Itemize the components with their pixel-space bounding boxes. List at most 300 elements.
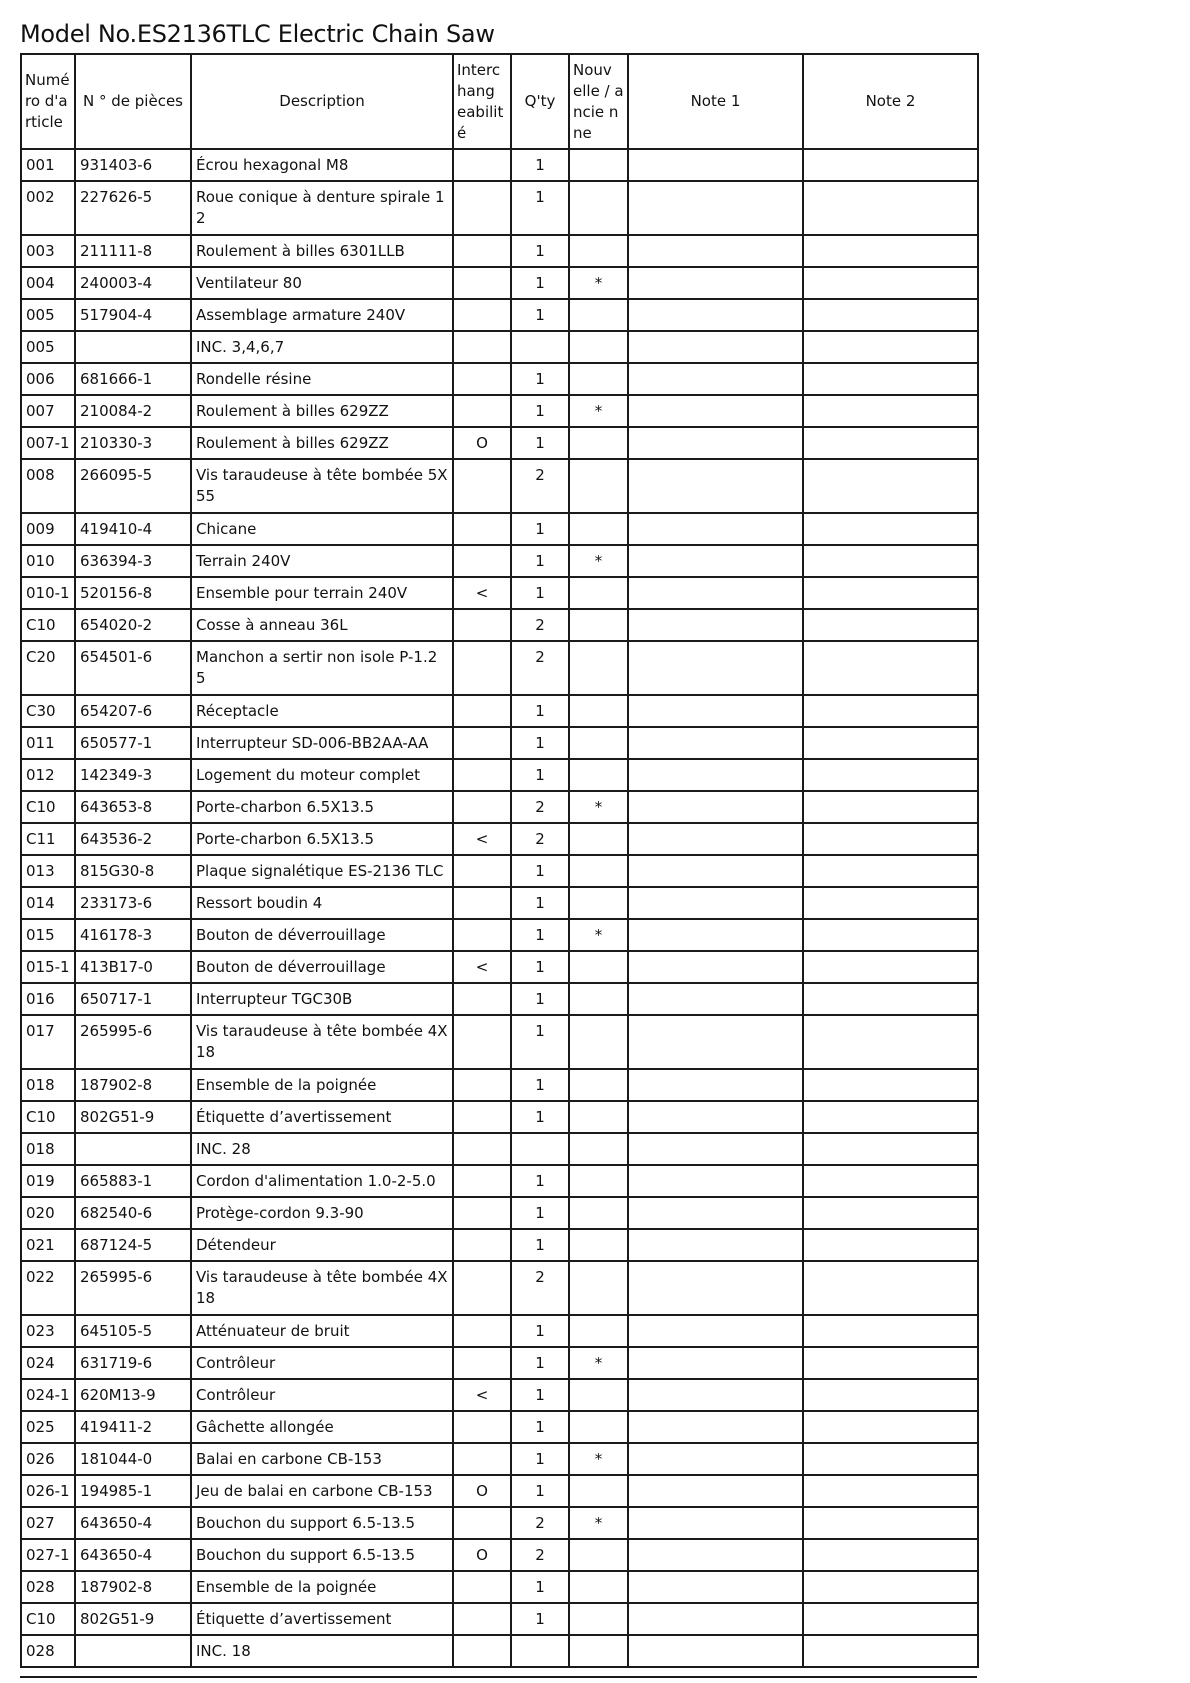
cell-new-old: * [569, 791, 628, 823]
table-row [21, 545, 978, 577]
cell-part-number: 187902-8 [75, 1069, 191, 1101]
cell-note-1 [628, 1571, 803, 1603]
cell-interchangeability [453, 1261, 511, 1315]
cell-note-2 [803, 331, 978, 363]
cell-part-number: 631719-6 [75, 1347, 191, 1379]
cell-item-number: 006 [21, 363, 75, 395]
cell-note-2 [803, 759, 978, 791]
cell-item-number: 028 [21, 1571, 75, 1603]
cell-quantity: 1 [511, 919, 569, 951]
cell-quantity: 2 [511, 791, 569, 823]
cell-interchangeability [453, 1015, 511, 1069]
col-header-new-old: Nouv elle / ancie nne [569, 54, 628, 149]
cell-note-1 [628, 577, 803, 609]
cell-quantity: 1 [511, 513, 569, 545]
cell-part-number: 650577-1 [75, 727, 191, 759]
cell-interchangeability [453, 235, 511, 267]
cell-interchangeability [453, 1571, 511, 1603]
cell-new-old: * [569, 1443, 628, 1475]
cell-quantity: 2 [511, 459, 569, 513]
table-row [21, 513, 978, 545]
cell-interchangeability: O [453, 1539, 511, 1571]
cell-note-1 [628, 299, 803, 331]
cell-note-1 [628, 1411, 803, 1443]
cell-description: INC. 28 [191, 1133, 453, 1165]
cell-quantity: 1 [511, 267, 569, 299]
table-row [21, 1197, 978, 1229]
cell-item-number: 020 [21, 1197, 75, 1229]
cell-interchangeability [453, 181, 511, 235]
cell-quantity: 2 [511, 609, 569, 641]
cell-item-number: 011 [21, 727, 75, 759]
cell-description: Cordon d'alimentation 1.0-2-5.0 [191, 1165, 453, 1197]
cell-quantity: 1 [511, 299, 569, 331]
cell-description: Vis taraudeuse à tête bombée 4X 18 [191, 1015, 453, 1069]
cell-interchangeability [453, 395, 511, 427]
table-row [21, 951, 978, 983]
cell-item-number: 024 [21, 1347, 75, 1379]
table-row [21, 577, 978, 609]
table-row [21, 1603, 978, 1635]
cell-new-old [569, 727, 628, 759]
table-row [21, 1539, 978, 1571]
cell-note-2 [803, 951, 978, 983]
cell-note-1 [628, 1165, 803, 1197]
cell-note-1 [628, 983, 803, 1015]
cell-interchangeability [453, 1603, 511, 1635]
cell-note-1 [628, 919, 803, 951]
cell-new-old [569, 459, 628, 513]
cell-quantity: 1 [511, 1015, 569, 1069]
cell-note-2 [803, 149, 978, 181]
cell-new-old [569, 1379, 628, 1411]
table-row [21, 149, 978, 181]
cell-description: Roulement à billes 629ZZ [191, 427, 453, 459]
cell-note-2 [803, 545, 978, 577]
cell-description: Logement du moteur complet [191, 759, 453, 791]
cell-quantity: 1 [511, 1443, 569, 1475]
cell-note-2 [803, 1229, 978, 1261]
cell-note-1 [628, 181, 803, 235]
cell-quantity: 1 [511, 887, 569, 919]
cell-note-1 [628, 1475, 803, 1507]
col-header-note-1: Note 1 [628, 54, 803, 149]
cell-new-old [569, 1475, 628, 1507]
cell-note-1 [628, 513, 803, 545]
cell-new-old [569, 887, 628, 919]
cell-description: Jeu de balai en carbone CB-153 [191, 1475, 453, 1507]
table-row [21, 1411, 978, 1443]
cell-part-number: 517904-4 [75, 299, 191, 331]
cell-item-number: 018 [21, 1069, 75, 1101]
cell-new-old: * [569, 1347, 628, 1379]
cell-quantity: 1 [511, 1347, 569, 1379]
table-row [21, 1015, 978, 1069]
cell-note-1 [628, 759, 803, 791]
cell-note-2 [803, 181, 978, 235]
cell-note-1 [628, 823, 803, 855]
cell-quantity: 1 [511, 577, 569, 609]
cell-part-number: 181044-0 [75, 1443, 191, 1475]
table-row [21, 983, 978, 1015]
cell-note-1 [628, 887, 803, 919]
cell-part-number: 802G51-9 [75, 1603, 191, 1635]
table-row [21, 791, 978, 823]
cell-note-2 [803, 983, 978, 1015]
cell-description: Chicane [191, 513, 453, 545]
table-row [21, 1379, 978, 1411]
cell-note-1 [628, 149, 803, 181]
cell-item-number: 026-1 [21, 1475, 75, 1507]
cell-description: Ensemble pour terrain 240V [191, 577, 453, 609]
col-header-item-number: Numé ro d'a rticle [21, 54, 75, 149]
cell-quantity: 2 [511, 823, 569, 855]
cell-part-number: 266095-5 [75, 459, 191, 513]
cell-note-2 [803, 577, 978, 609]
cell-quantity: 2 [511, 641, 569, 695]
cell-item-number: 016 [21, 983, 75, 1015]
table-row [21, 1133, 978, 1165]
cell-item-number: C10 [21, 1101, 75, 1133]
cell-note-2 [803, 1571, 978, 1603]
cell-new-old [569, 235, 628, 267]
cell-part-number: 227626-5 [75, 181, 191, 235]
cell-part-number: 687124-5 [75, 1229, 191, 1261]
cell-part-number [75, 1635, 191, 1667]
cell-new-old: * [569, 395, 628, 427]
cell-item-number: 024-1 [21, 1379, 75, 1411]
cell-note-2 [803, 1133, 978, 1165]
cell-description: INC. 18 [191, 1635, 453, 1667]
cell-item-number: 009 [21, 513, 75, 545]
cell-note-1 [628, 1539, 803, 1571]
cell-note-1 [628, 1507, 803, 1539]
cell-description: Assemblage armature 240V [191, 299, 453, 331]
cell-description: Écrou hexagonal M8 [191, 149, 453, 181]
cell-note-2 [803, 1507, 978, 1539]
table-row [21, 459, 978, 513]
table-body [21, 149, 978, 1667]
cell-quantity: 1 [511, 1197, 569, 1229]
cell-item-number: 018 [21, 1133, 75, 1165]
cell-quantity: 1 [511, 1379, 569, 1411]
cell-description: Manchon a sertir non isole P-1.2 5 [191, 641, 453, 695]
cell-part-number: 665883-1 [75, 1165, 191, 1197]
cell-note-2 [803, 1347, 978, 1379]
cell-interchangeability: < [453, 951, 511, 983]
cell-description: Plaque signalétique ES-2136 TLC [191, 855, 453, 887]
cell-new-old [569, 759, 628, 791]
cell-quantity: 1 [511, 1101, 569, 1133]
table-row [21, 1507, 978, 1539]
cell-interchangeability [453, 983, 511, 1015]
table-row [21, 759, 978, 791]
cell-part-number: 802G51-9 [75, 1101, 191, 1133]
cell-note-2 [803, 609, 978, 641]
cell-note-1 [628, 1261, 803, 1315]
cell-quantity: 1 [511, 1069, 569, 1101]
cell-interchangeability [453, 1069, 511, 1101]
cell-note-1 [628, 1069, 803, 1101]
table-row [21, 1261, 978, 1315]
cell-interchangeability [453, 513, 511, 545]
cell-part-number: 265995-6 [75, 1261, 191, 1315]
page-title: Model No.ES2136TLC Electric Chain Saw [20, 20, 495, 48]
table-row [21, 727, 978, 759]
cell-description: Porte-charbon 6.5X13.5 [191, 823, 453, 855]
cell-description: Ensemble de la poignée [191, 1571, 453, 1603]
cell-description: Ensemble de la poignée [191, 1069, 453, 1101]
cell-item-number: 015-1 [21, 951, 75, 983]
cell-description: Rondelle résine [191, 363, 453, 395]
cell-note-2 [803, 823, 978, 855]
cell-new-old [569, 1165, 628, 1197]
cell-item-number: 027 [21, 1507, 75, 1539]
cell-item-number: C30 [21, 695, 75, 727]
cell-part-number: 620M13-9 [75, 1379, 191, 1411]
cell-note-2 [803, 727, 978, 759]
cell-item-number: 001 [21, 149, 75, 181]
cell-new-old: * [569, 1507, 628, 1539]
cell-item-number: 027-1 [21, 1539, 75, 1571]
col-header-interchangeability: Interc hang eabilit é [453, 54, 511, 149]
cell-part-number: 643653-8 [75, 791, 191, 823]
cell-part-number: 187902-8 [75, 1571, 191, 1603]
cell-note-1 [628, 1603, 803, 1635]
cell-part-number: 210084-2 [75, 395, 191, 427]
cell-interchangeability [453, 887, 511, 919]
cell-part-number: 419410-4 [75, 513, 191, 545]
cell-note-1 [628, 1015, 803, 1069]
cell-part-number: 419411-2 [75, 1411, 191, 1443]
cell-new-old [569, 577, 628, 609]
cell-item-number: 028 [21, 1635, 75, 1667]
cell-new-old [569, 1229, 628, 1261]
cell-part-number [75, 331, 191, 363]
cell-note-1 [628, 727, 803, 759]
cell-new-old [569, 299, 628, 331]
cell-note-1 [628, 1315, 803, 1347]
cell-part-number: 416178-3 [75, 919, 191, 951]
cell-note-2 [803, 1635, 978, 1667]
cell-note-1 [628, 545, 803, 577]
cell-note-2 [803, 695, 978, 727]
cell-item-number: 004 [21, 267, 75, 299]
cell-note-1 [628, 1443, 803, 1475]
cell-part-number: 520156-8 [75, 577, 191, 609]
cell-interchangeability [453, 609, 511, 641]
cell-note-2 [803, 1015, 978, 1069]
table-row [21, 1315, 978, 1347]
cell-note-2 [803, 855, 978, 887]
cell-interchangeability [453, 1635, 511, 1667]
col-header-description: Description [191, 54, 453, 149]
table-row [21, 235, 978, 267]
cell-note-2 [803, 395, 978, 427]
cell-item-number: 019 [21, 1165, 75, 1197]
cell-item-number: 005 [21, 299, 75, 331]
cell-part-number [75, 1133, 191, 1165]
cell-description: Contrôleur [191, 1379, 453, 1411]
cell-note-1 [628, 609, 803, 641]
cell-part-number: 650717-1 [75, 983, 191, 1015]
cell-item-number: 005 [21, 331, 75, 363]
cell-item-number: C10 [21, 1603, 75, 1635]
cell-quantity [511, 1133, 569, 1165]
cell-description: Gâchette allongée [191, 1411, 453, 1443]
cell-interchangeability: < [453, 823, 511, 855]
cell-item-number: 008 [21, 459, 75, 513]
cell-note-1 [628, 1101, 803, 1133]
table-row [21, 887, 978, 919]
table-row [21, 395, 978, 427]
cell-item-number: 010 [21, 545, 75, 577]
cell-part-number: 681666-1 [75, 363, 191, 395]
cell-interchangeability [453, 299, 511, 331]
cell-description: Réceptacle [191, 695, 453, 727]
cell-item-number: C11 [21, 823, 75, 855]
cell-description: Étiquette d’avertissement [191, 1603, 453, 1635]
cell-note-2 [803, 1101, 978, 1133]
cell-quantity: 1 [511, 855, 569, 887]
cell-quantity: 1 [511, 1229, 569, 1261]
table-row [21, 609, 978, 641]
cell-note-1 [628, 363, 803, 395]
cell-part-number: 654501-6 [75, 641, 191, 695]
cell-note-2 [803, 1411, 978, 1443]
cell-item-number: 012 [21, 759, 75, 791]
table-row [21, 1635, 978, 1667]
cell-interchangeability [453, 331, 511, 363]
cell-quantity: 1 [511, 695, 569, 727]
cell-interchangeability [453, 1443, 511, 1475]
cell-quantity: 1 [511, 235, 569, 267]
table-row [21, 1475, 978, 1507]
cell-note-1 [628, 695, 803, 727]
cell-item-number: C20 [21, 641, 75, 695]
cell-interchangeability [453, 1411, 511, 1443]
cell-note-2 [803, 427, 978, 459]
cell-note-2 [803, 1475, 978, 1507]
cell-quantity: 1 [511, 181, 569, 235]
cell-new-old: * [569, 267, 628, 299]
cell-note-1 [628, 1133, 803, 1165]
cell-part-number: 643650-4 [75, 1507, 191, 1539]
cell-new-old: * [569, 545, 628, 577]
table-row [21, 1165, 978, 1197]
cell-description: Bouton de déverrouillage [191, 951, 453, 983]
cell-item-number: 021 [21, 1229, 75, 1261]
cell-interchangeability [453, 363, 511, 395]
cell-note-2 [803, 459, 978, 513]
cell-quantity: 1 [511, 759, 569, 791]
cell-quantity: 1 [511, 1165, 569, 1197]
cell-quantity: 1 [511, 1603, 569, 1635]
cell-part-number: 654020-2 [75, 609, 191, 641]
cell-quantity: 1 [511, 149, 569, 181]
cell-note-1 [628, 331, 803, 363]
cell-note-2 [803, 641, 978, 695]
cell-note-1 [628, 267, 803, 299]
cell-note-2 [803, 791, 978, 823]
cell-note-1 [628, 641, 803, 695]
cell-description: Roue conique à denture spirale 1 2 [191, 181, 453, 235]
cell-description: Bouchon du support 6.5-13.5 [191, 1507, 453, 1539]
cell-item-number: C10 [21, 791, 75, 823]
cell-note-2 [803, 1379, 978, 1411]
table-row [21, 695, 978, 727]
cell-description: Interrupteur SD-006-BB2AA-AA [191, 727, 453, 759]
cell-new-old [569, 983, 628, 1015]
table-row [21, 181, 978, 235]
cell-quantity: 1 [511, 427, 569, 459]
cell-interchangeability [453, 267, 511, 299]
cell-note-1 [628, 951, 803, 983]
cell-note-2 [803, 299, 978, 331]
cell-note-1 [628, 459, 803, 513]
table-row [21, 1229, 978, 1261]
cell-description: Bouchon du support 6.5-13.5 [191, 1539, 453, 1571]
cell-description: Porte-charbon 6.5X13.5 [191, 791, 453, 823]
cell-interchangeability: < [453, 1379, 511, 1411]
cell-note-1 [628, 427, 803, 459]
cell-interchangeability [453, 1507, 511, 1539]
cell-part-number: 654207-6 [75, 695, 191, 727]
cell-interchangeability: < [453, 577, 511, 609]
cell-new-old [569, 149, 628, 181]
cell-quantity: 1 [511, 363, 569, 395]
cell-quantity: 1 [511, 545, 569, 577]
cell-new-old [569, 609, 628, 641]
cell-note-1 [628, 1197, 803, 1229]
cell-interchangeability [453, 1133, 511, 1165]
cell-item-number: 013 [21, 855, 75, 887]
cell-item-number: 017 [21, 1015, 75, 1069]
cell-description: Cosse à anneau 36L [191, 609, 453, 641]
cell-item-number: 025 [21, 1411, 75, 1443]
cell-item-number: 014 [21, 887, 75, 919]
cell-part-number: 682540-6 [75, 1197, 191, 1229]
cell-interchangeability [453, 919, 511, 951]
cell-new-old [569, 427, 628, 459]
cell-note-2 [803, 919, 978, 951]
cell-interchangeability: O [453, 427, 511, 459]
cell-note-2 [803, 1165, 978, 1197]
cell-note-2 [803, 513, 978, 545]
cell-quantity: 1 [511, 1315, 569, 1347]
cell-interchangeability [453, 695, 511, 727]
cell-description: Roulement à billes 6301LLB [191, 235, 453, 267]
cell-note-2 [803, 363, 978, 395]
cell-note-1 [628, 1347, 803, 1379]
cell-new-old [569, 1539, 628, 1571]
cell-item-number: C10 [21, 609, 75, 641]
cell-part-number: 211111-8 [75, 235, 191, 267]
cell-item-number: 003 [21, 235, 75, 267]
cell-interchangeability [453, 149, 511, 181]
cell-item-number: 002 [21, 181, 75, 235]
cell-item-number: 023 [21, 1315, 75, 1347]
cell-interchangeability [453, 1347, 511, 1379]
cell-quantity: 1 [511, 951, 569, 983]
cell-interchangeability [453, 1165, 511, 1197]
col-header-quantity: Q'ty [511, 54, 569, 149]
cell-new-old [569, 1411, 628, 1443]
cell-note-2 [803, 267, 978, 299]
cell-new-old [569, 855, 628, 887]
cell-description: Détendeur [191, 1229, 453, 1261]
cell-description: Interrupteur TGC30B [191, 983, 453, 1015]
